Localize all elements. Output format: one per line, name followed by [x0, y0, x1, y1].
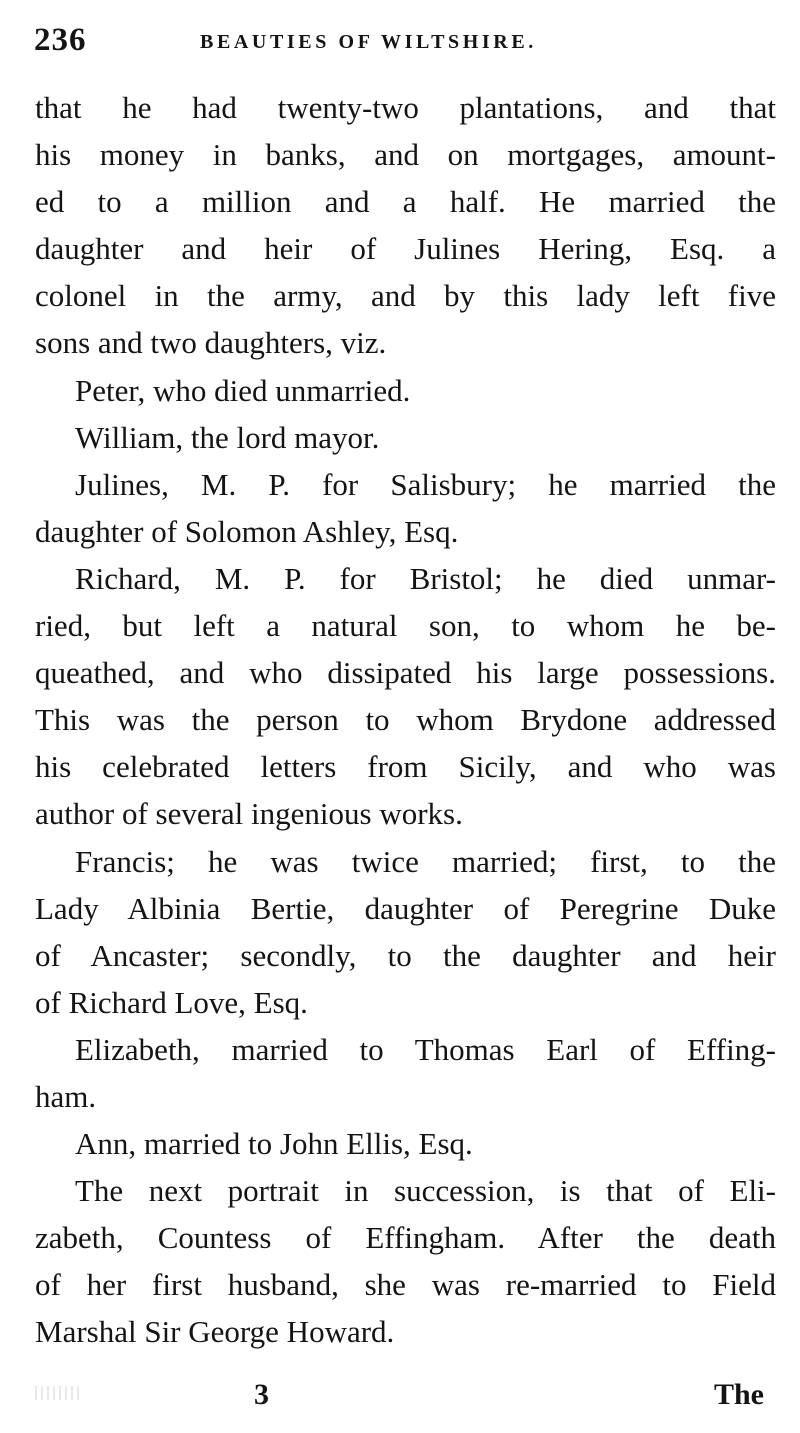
catchword: The	[713, 1378, 764, 1411]
text-line: Marshal Sir George Howard.	[35, 1314, 395, 1350]
text-line: of Ancaster; secondly, to the daughter and heir	[35, 937, 776, 973]
text-line: Richard, M. P. for Bristol; he died unmar-	[75, 560, 776, 596]
text-line: The next portrait in succession, is that of Eli-	[75, 1173, 776, 1209]
text-line: of her first husband, she was re-married to Field	[35, 1267, 776, 1303]
text-line: colonel in the army, and by this lady left five	[35, 278, 776, 314]
text-line: This was the person to whom Brydone addressed	[35, 702, 776, 738]
running-title: BEAUTIES OF WILTSHIRE.	[200, 31, 537, 53]
page-number: 236	[34, 22, 87, 58]
text-line: his money in banks, and on mortgages, amount-	[35, 137, 776, 173]
page-footer	[35, 1378, 764, 1418]
text-line: Francis; he was twice married; first, to the	[75, 843, 776, 879]
text-line: ed to a million and a half. He married the	[35, 184, 776, 220]
text-line: ham.	[35, 1078, 97, 1114]
text-line: Ann, married to John Ellis, Esq.	[75, 1126, 473, 1162]
ink-smudge	[35, 1386, 81, 1400]
text-line: daughter of Solomon Ashley, Esq.	[35, 513, 459, 549]
text-line: Julines, M. P. for Salisbury; he married the	[75, 466, 776, 502]
body-text	[35, 84, 776, 1356]
text-line: ried, but left a natural son, to whom he be-	[35, 608, 776, 644]
text-line: zabeth, Countess of Effingham. After the death	[35, 1220, 776, 1256]
text-line: Lady Albinia Bertie, daughter of Peregrine Duke	[35, 890, 776, 926]
text-line: his celebrated letters from Sicily, and who was	[35, 749, 776, 785]
text-line: sons and two daughters, viz.	[35, 325, 387, 361]
text-line: Peter, who died unmarried.	[75, 372, 411, 408]
text-line: of Richard Love, Esq.	[35, 984, 308, 1020]
text-line: that he had twenty-two plantations, and that	[35, 90, 776, 125]
signature-mark: 3	[254, 1378, 269, 1411]
text-line: daughter and heir of Julines Hering, Esq. a	[35, 231, 776, 267]
text-line: queathed, and who dissipated his large possessions.	[35, 655, 776, 691]
text-line: William, the lord mayor.	[75, 419, 380, 455]
text-line: Elizabeth, married to Thomas Earl of Effing-	[75, 1031, 776, 1067]
running-head	[34, 22, 766, 62]
text-line: author of several ingenious works.	[35, 796, 463, 832]
